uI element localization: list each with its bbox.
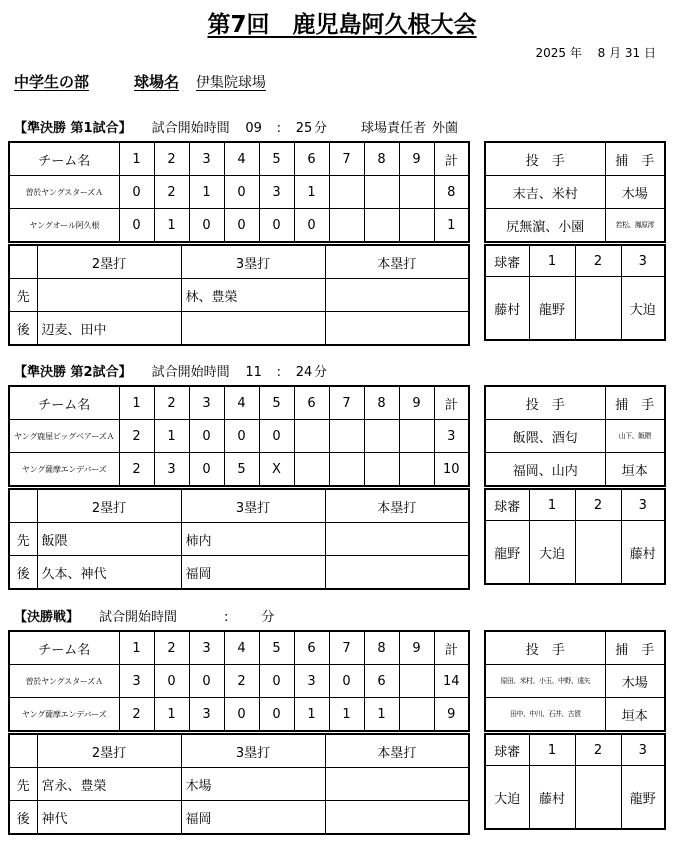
inning-score: 0	[189, 420, 224, 453]
inning-score: 0	[189, 665, 224, 698]
start-time-label: 試合開始時間	[151, 365, 230, 380]
hits-header	[9, 489, 469, 523]
pitcher-names: 田中、中川、石井、古賀	[485, 698, 605, 732]
battery-table	[484, 630, 666, 732]
battery-row	[485, 453, 665, 487]
triple-players: 木場	[181, 768, 325, 801]
manager-label: 球場責任者	[361, 121, 427, 136]
start-time-label: 試合開始時間	[151, 121, 230, 136]
inning-header: 4	[224, 386, 259, 420]
inning-score: 2	[119, 698, 154, 732]
inning-score	[364, 209, 399, 243]
game-title: 【決勝戦】	[14, 610, 80, 625]
hits-row	[9, 312, 469, 346]
umpire-table	[484, 488, 666, 585]
inning-score: 0	[259, 209, 294, 243]
inning-header: 6	[294, 631, 329, 665]
total-header: 計	[434, 631, 469, 665]
umpire-u2	[575, 521, 621, 585]
base-umpire-header: 1	[529, 734, 575, 766]
umpire-plate: 大迫	[485, 766, 529, 830]
homer-players	[325, 801, 469, 835]
umpire-row	[485, 766, 665, 830]
catcher-names: 垣本	[605, 453, 665, 487]
inning-header: 1	[119, 631, 154, 665]
hits-row	[9, 556, 469, 590]
inning-score: 3	[294, 665, 329, 698]
catcher-names: 若松、鳳原澪	[605, 209, 665, 243]
umpire-header	[485, 245, 665, 277]
inning-score: 1	[154, 209, 189, 243]
inning-score: 0	[294, 209, 329, 243]
start-time-label: 試合開始時間	[99, 610, 178, 625]
pitcher-header: 投 手	[485, 142, 605, 176]
triple-header: 3塁打	[181, 245, 325, 279]
inning-header: 5	[259, 386, 294, 420]
scoreboard-header	[9, 386, 469, 420]
inning-header: 3	[189, 631, 224, 665]
pitcher-header: 投 手	[485, 631, 605, 665]
battery-header	[485, 631, 665, 665]
inning-score: 0	[189, 453, 224, 487]
inning-score: 0	[259, 665, 294, 698]
double-players: 飯隈	[37, 523, 181, 556]
catcher-names: 木場	[605, 176, 665, 209]
hits-corner	[9, 489, 37, 523]
start-hour: 11	[245, 365, 262, 380]
inning-score	[364, 176, 399, 209]
base-umpire-header: 2	[575, 734, 621, 766]
inning-header: 2	[154, 386, 189, 420]
team-column-header: チーム名	[9, 142, 119, 176]
triple-header: 3塁打	[181, 734, 325, 768]
catcher-header: 捕 手	[605, 631, 665, 665]
batting-order: 後	[9, 801, 37, 835]
hits-row	[9, 801, 469, 835]
inning-score: 1	[154, 420, 189, 453]
inning-score	[294, 420, 329, 453]
scoreboard-header	[9, 631, 469, 665]
inning-header: 8	[364, 386, 399, 420]
double-players: 神代	[37, 801, 181, 835]
inning-score	[329, 453, 364, 487]
triple-players: 福岡	[181, 801, 325, 835]
inning-score: 0	[224, 209, 259, 243]
inning-score: 5	[224, 453, 259, 487]
inning-header: 8	[364, 142, 399, 176]
base-umpire-header: 3	[621, 734, 665, 766]
hits-row	[9, 523, 469, 556]
hits-header	[9, 245, 469, 279]
double-header: 2塁打	[37, 245, 181, 279]
inning-header: 1	[119, 386, 154, 420]
team-row	[9, 698, 469, 732]
inning-score	[399, 209, 434, 243]
team-column-header: チーム名	[9, 631, 119, 665]
inning-header: 5	[259, 142, 294, 176]
game-title: 【準決勝 第1試合】	[14, 121, 132, 136]
extra-base-hits	[8, 733, 470, 835]
pitcher-names: 福岡、山内	[485, 453, 605, 487]
battery-row	[485, 698, 665, 732]
inning-score: X	[259, 453, 294, 487]
battery-header	[485, 142, 665, 176]
scoreboard-header	[9, 142, 469, 176]
homer-header: 本塁打	[325, 489, 469, 523]
venue-label: 球場名	[134, 73, 180, 91]
inning-score	[399, 176, 434, 209]
hits-header	[9, 734, 469, 768]
page-title: 第7回 鹿児島阿久根大会	[207, 12, 477, 38]
time-colon: :	[211, 610, 242, 625]
pitcher-names: 原田、米村、小玉、中野、遠矢	[485, 665, 605, 698]
triple-players: 福岡	[181, 556, 325, 590]
inning-score: 3	[259, 176, 294, 209]
inning-score	[399, 420, 434, 453]
inning-header: 5	[259, 631, 294, 665]
game-header	[14, 117, 458, 136]
triple-players: 柿内	[181, 523, 325, 556]
catcher-names: 木場	[605, 665, 665, 698]
inning-score	[399, 453, 434, 487]
team-row	[9, 420, 469, 453]
inning-score: 3	[119, 665, 154, 698]
inning-header: 9	[399, 386, 434, 420]
team-row	[9, 176, 469, 209]
umpire-table	[484, 244, 666, 341]
inning-header: 3	[189, 142, 224, 176]
date: 2025 年 8 月 31 日	[535, 46, 656, 60]
triple-players: 林、豊榮	[181, 279, 325, 312]
battery-row	[485, 420, 665, 453]
inning-header: 9	[399, 631, 434, 665]
inning-header: 7	[329, 142, 364, 176]
inning-header: 8	[364, 631, 399, 665]
minute-unit: 分	[313, 365, 327, 380]
battery-row	[485, 176, 665, 209]
umpire-row	[485, 521, 665, 585]
inning-score	[364, 420, 399, 453]
start-hour: 09	[245, 121, 262, 136]
umpire-u2	[575, 277, 621, 341]
game-title: 【準決勝 第2試合】	[14, 365, 132, 380]
inning-header: 9	[399, 142, 434, 176]
hits-row	[9, 768, 469, 801]
team-column-header: チーム名	[9, 386, 119, 420]
battery-row	[485, 209, 665, 243]
catcher-names: 垣本	[605, 698, 665, 732]
double-header: 2塁打	[37, 734, 181, 768]
inning-header: 7	[329, 631, 364, 665]
minute-unit: 分	[313, 121, 327, 136]
team-name: ヤングオール阿久根	[9, 209, 119, 243]
inning-score: 2	[154, 176, 189, 209]
battery-row	[485, 665, 665, 698]
time-colon: :	[263, 121, 294, 136]
catcher-header: 捕 手	[605, 142, 665, 176]
hits-corner	[9, 245, 37, 279]
inning-header: 6	[294, 386, 329, 420]
team-name: ヤング薩摩エンデバーズ	[9, 698, 119, 732]
batting-order: 後	[9, 312, 37, 346]
inning-header: 2	[154, 631, 189, 665]
plate-umpire-header: 球審	[485, 245, 529, 277]
inning-score: 0	[119, 176, 154, 209]
total-score: 10	[434, 453, 469, 487]
battery-table	[484, 141, 666, 243]
inning-score: 6	[364, 665, 399, 698]
team-row	[9, 665, 469, 698]
manager-name: 外薗	[432, 121, 459, 136]
umpire-u3: 龍野	[621, 766, 665, 830]
inning-score: 3	[189, 698, 224, 732]
time-colon: :	[263, 365, 294, 380]
inning-score	[399, 665, 434, 698]
double-header: 2塁打	[37, 489, 181, 523]
team-row	[9, 453, 469, 487]
minute-unit: 分	[261, 610, 275, 625]
inning-header: 2	[154, 142, 189, 176]
start-minute: 25	[295, 121, 313, 136]
scoreboard	[8, 630, 470, 732]
base-umpire-header: 2	[575, 489, 621, 521]
inning-score: 0	[259, 698, 294, 732]
inning-score	[329, 209, 364, 243]
double-players: 久本、神代	[37, 556, 181, 590]
inning-score: 0	[119, 209, 154, 243]
pitcher-header: 投 手	[485, 386, 605, 420]
catcher-names: 山下、飯隈	[605, 420, 665, 453]
total-score: 3	[434, 420, 469, 453]
inning-score: 2	[224, 665, 259, 698]
total-header: 計	[434, 142, 469, 176]
total-header: 計	[434, 386, 469, 420]
umpire-plate: 藤村	[485, 277, 529, 341]
inning-header: 1	[119, 142, 154, 176]
inning-score: 0	[224, 176, 259, 209]
inning-score: 3	[154, 453, 189, 487]
homer-players	[325, 523, 469, 556]
total-score: 9	[434, 698, 469, 732]
base-umpire-header: 2	[575, 245, 621, 277]
inning-score: 0	[224, 420, 259, 453]
umpire-header	[485, 489, 665, 521]
umpire-u3: 大迫	[621, 277, 665, 341]
inning-header: 6	[294, 142, 329, 176]
umpire-u1: 藤村	[529, 766, 575, 830]
extra-base-hits	[8, 244, 470, 346]
umpire-u2	[575, 766, 621, 830]
inning-header: 7	[329, 386, 364, 420]
double-players: 辺麦、田中	[37, 312, 181, 346]
umpire-u3: 藤村	[621, 521, 665, 585]
base-umpire-header: 3	[621, 489, 665, 521]
homer-header: 本塁打	[325, 245, 469, 279]
inning-score: 2	[119, 453, 154, 487]
team-row	[9, 209, 469, 243]
inning-score: 1	[294, 176, 329, 209]
game-header	[14, 361, 361, 380]
inning-score: 0	[329, 665, 364, 698]
inning-header: 4	[224, 631, 259, 665]
homer-players	[325, 556, 469, 590]
battery-table	[484, 385, 666, 487]
inning-score: 1	[189, 176, 224, 209]
total-score: 8	[434, 176, 469, 209]
umpire-u1: 大迫	[529, 521, 575, 585]
umpire-row	[485, 277, 665, 341]
team-name: ヤング薩摩エンデバーズ	[9, 453, 119, 487]
game-header	[14, 606, 308, 625]
extra-base-hits	[8, 488, 470, 590]
catcher-header: 捕 手	[605, 386, 665, 420]
inning-score: 0	[224, 698, 259, 732]
umpire-table	[484, 733, 666, 830]
venue-name: 伊集院球場	[196, 75, 266, 91]
umpire-u1: 龍野	[529, 277, 575, 341]
scoreboard	[8, 385, 470, 487]
team-name: 曽於ヤングスターズＡ	[9, 665, 119, 698]
start-minute: 24	[295, 365, 313, 380]
homer-header: 本塁打	[325, 734, 469, 768]
inning-score: 2	[119, 420, 154, 453]
inning-score: 1	[329, 698, 364, 732]
inning-score	[329, 420, 364, 453]
inning-score: 1	[154, 698, 189, 732]
scoreboard	[8, 141, 470, 243]
inning-score	[364, 453, 399, 487]
umpire-header	[485, 734, 665, 766]
umpire-plate: 龍野	[485, 521, 529, 585]
base-umpire-header: 3	[621, 245, 665, 277]
inning-header: 4	[224, 142, 259, 176]
homer-players	[325, 768, 469, 801]
plate-umpire-header: 球審	[485, 734, 529, 766]
total-score: 14	[434, 665, 469, 698]
pitcher-names: 末吉、米村	[485, 176, 605, 209]
pitcher-names: 飯隈、酒匂	[485, 420, 605, 453]
inning-score	[399, 698, 434, 732]
battery-header	[485, 386, 665, 420]
total-score: 1	[434, 209, 469, 243]
double-players: 宮永、豊榮	[37, 768, 181, 801]
inning-score: 1	[364, 698, 399, 732]
hits-row	[9, 279, 469, 312]
inning-score: 0	[259, 420, 294, 453]
division-label: 中学生の部	[14, 73, 90, 91]
pitcher-names: 尻無濵、小園	[485, 209, 605, 243]
base-umpire-header: 1	[529, 245, 575, 277]
base-umpire-header: 1	[529, 489, 575, 521]
homer-players	[325, 312, 469, 346]
batting-order: 後	[9, 556, 37, 590]
batting-order: 先	[9, 768, 37, 801]
inning-score: 1	[294, 698, 329, 732]
homer-players	[325, 279, 469, 312]
team-name: 曽於ヤングスターズＡ	[9, 176, 119, 209]
triple-header: 3塁打	[181, 489, 325, 523]
triple-players	[181, 312, 325, 346]
plate-umpire-header: 球審	[485, 489, 529, 521]
inning-score	[294, 453, 329, 487]
team-name: ヤング鹿屋ビッグベアーズＡ	[9, 420, 119, 453]
double-players	[37, 279, 181, 312]
inning-score	[329, 176, 364, 209]
hits-corner	[9, 734, 37, 768]
batting-order: 先	[9, 279, 37, 312]
inning-score: 0	[189, 209, 224, 243]
batting-order: 先	[9, 523, 37, 556]
inning-score: 0	[154, 665, 189, 698]
inning-header: 3	[189, 386, 224, 420]
